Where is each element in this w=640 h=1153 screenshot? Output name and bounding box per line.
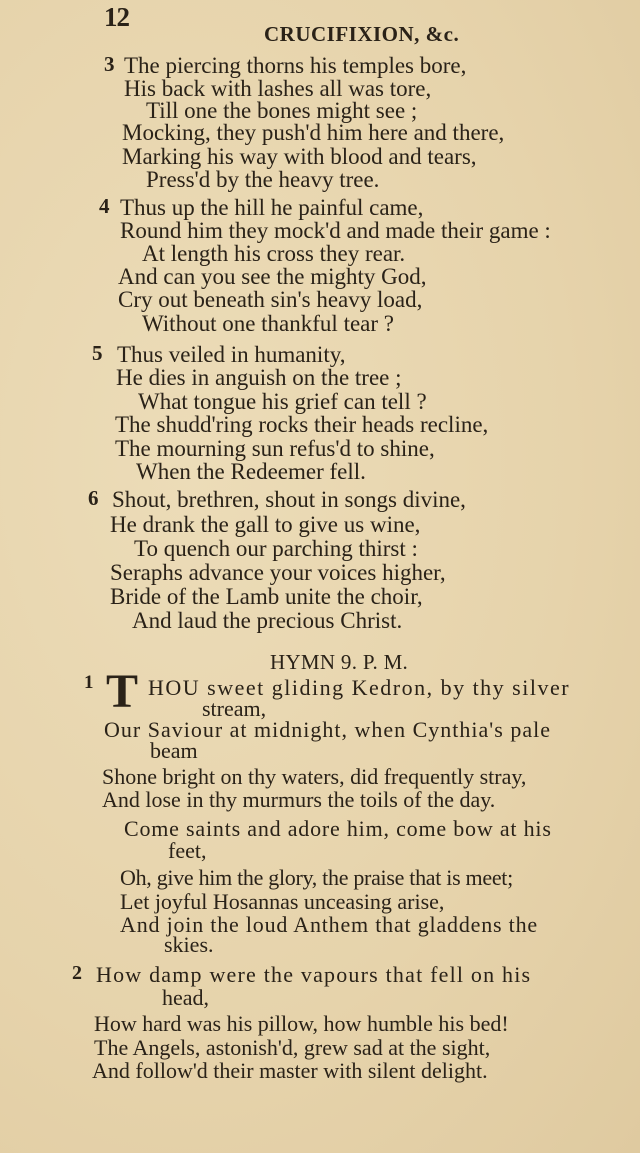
verse-line: Oh, give him the glory, the praise that is meet; xyxy=(120,865,513,890)
verse-line: He dies in anguish on the tree ; xyxy=(116,365,402,390)
hymn-title: HYMN 9. P. M. xyxy=(270,650,409,674)
verse-line: The Angels, astonish'd, grew sad at the sight, xyxy=(94,1035,491,1060)
verse-line: The piercing thorns his temples bore, xyxy=(124,53,467,78)
verse-line: The mourning sun refus'd to shine, xyxy=(115,436,435,461)
verse-line: Without one thankful tear ? xyxy=(142,311,394,336)
verse-line: Shout, brethren, shout in songs divine, xyxy=(112,487,466,512)
verse-line: And lose in thy murmurs the toils of the day. xyxy=(102,787,496,812)
verse-line: head, xyxy=(162,985,210,1010)
verse-line: skies. xyxy=(164,932,214,957)
verse-line: feet, xyxy=(168,838,207,863)
verse-line: When the Redeemer fell. xyxy=(136,459,366,484)
verse-line: Our Saviour at midnight, when Cynthia's pale xyxy=(104,717,551,742)
verse-line: How damp were the vapours that fell on his xyxy=(96,962,532,987)
verse-line: His back with lashes all was tore, xyxy=(124,76,432,101)
stanza-number: 6 xyxy=(88,486,99,510)
verse-line: Thus veiled in humanity, xyxy=(117,342,346,367)
verse-line: What tongue his grief can tell ? xyxy=(138,389,427,414)
stanza-number: 3 xyxy=(104,52,115,76)
verse-line: And follow'd their master with silent delight. xyxy=(92,1058,488,1083)
verse-line: Thus up the hill he painful came, xyxy=(120,195,424,220)
verse-line: And can you see the mighty God, xyxy=(118,264,427,289)
verse-line: He drank the gall to give us wine, xyxy=(110,512,421,537)
verse-line: Cry out beneath sin's heavy load, xyxy=(118,287,423,312)
verse-line: beam xyxy=(150,738,198,763)
running-head: CRUCIFIXION, &c. xyxy=(264,22,460,46)
verse-line: HOU sweet gliding Kedron, by thy silver xyxy=(148,675,571,700)
verse-line: Bride of the Lamb unite the choir, xyxy=(110,584,423,609)
verse-line: Press'd by the heavy tree. xyxy=(146,167,380,192)
verse-line: stream, xyxy=(202,696,267,721)
verse-line: And join the loud Anthem that gladdens the xyxy=(120,912,538,937)
stanza-number: 1 xyxy=(84,672,94,693)
verse-line: To quench our parching thirst : xyxy=(134,536,418,561)
verse-line: The shudd'ring rocks their heads recline, xyxy=(115,412,489,437)
verse-line: And laud the precious Christ. xyxy=(132,608,403,633)
verse-line: Shone bright on thy waters, did frequently stray, xyxy=(102,764,527,789)
verse-line: Mocking, they push'd him here and there, xyxy=(122,120,505,145)
page-number: 12 xyxy=(104,2,129,32)
verse-line: Marking his way with blood and tears, xyxy=(122,144,477,169)
verse-line: How hard was his pillow, how humble his bed! xyxy=(94,1011,509,1036)
verse-line: Let joyful Hosannas unceasing arise, xyxy=(120,889,445,914)
stanza-number: 5 xyxy=(92,341,103,365)
stanza-number: 4 xyxy=(99,194,110,218)
verse-line: Round him they mock'd and made their game : xyxy=(120,218,551,243)
verse-line: At length his cross they rear. xyxy=(142,241,406,266)
verse-line: Till one the bones might see ; xyxy=(146,98,418,123)
verse-line: Come saints and adore him, come bow at his xyxy=(124,816,552,841)
stanza-number: 2 xyxy=(72,962,82,984)
drop-cap: T xyxy=(106,665,139,718)
verse-line: Seraphs advance your voices higher, xyxy=(110,560,446,585)
